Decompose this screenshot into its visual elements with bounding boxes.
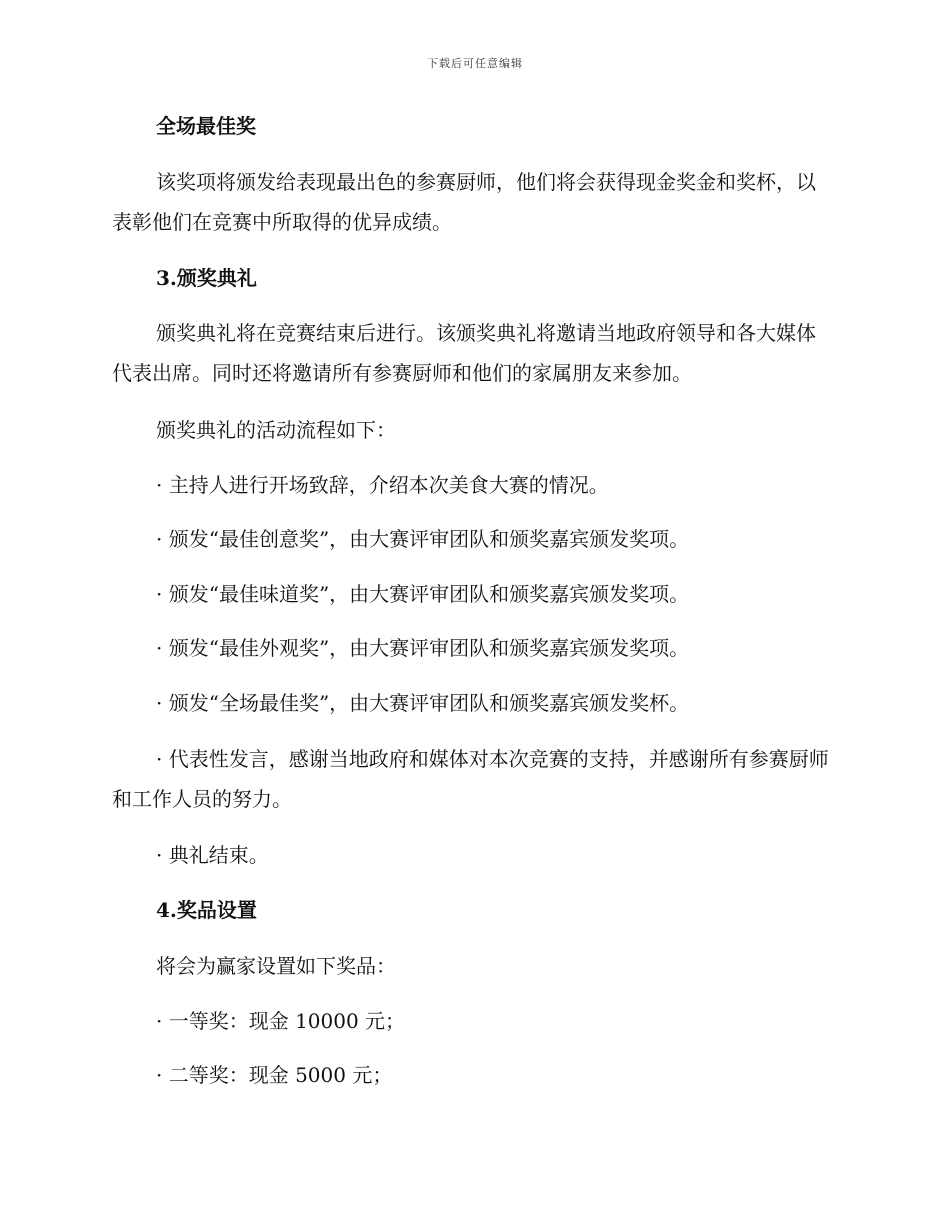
list-item-best-taste-award: · 颁发“最佳味道奖”，由大赛评审团队和颁奖嘉宾颁发奖项。 bbox=[156, 582, 690, 606]
list-item-second-prize: · 二等奖：现金 5000 元； bbox=[156, 1063, 393, 1087]
paragraph-ceremony-intro: 颁奖典礼将在竞赛结束后进行。该颁奖典礼将邀请当地政府领导和各大媒体代表出席。同时还将邀请所有参赛厨师和他们的家属朋友来参加。 bbox=[112, 321, 816, 385]
list-item-first-prize: · 一等奖：现金 10000 元； bbox=[156, 1009, 406, 1033]
list-item-representative-speech: · 代表性发言，感谢当地政府和媒体对本次竞赛的支持，并感谢所有参赛厨师和工作人员的努力。 bbox=[112, 747, 829, 811]
paragraph-best-overall-description: 该奖项将颁发给表现最出色的参赛厨师，他们将会获得现金奖金和奖杯，以表彰他们在竞赛中所取得的优异成绩。 bbox=[112, 170, 816, 234]
section-heading-best-overall: 全场最佳奖 bbox=[156, 114, 256, 138]
list-item-best-appearance-award: · 颁发“最佳外观奖”，由大赛评审团队和颁奖嘉宾颁发奖项。 bbox=[156, 636, 690, 660]
list-item-best-creative-award: · 颁发“最佳创意奖”，由大赛评审团队和颁奖嘉宾颁发奖项。 bbox=[156, 527, 690, 551]
page-header: 下载后可任意编辑 bbox=[427, 57, 523, 70]
paragraph-ceremony-flow-intro: 颁奖典礼的活动流程如下： bbox=[156, 418, 396, 442]
list-item-opening-speech: · 主持人进行开场致辞，介绍本次美食大赛的情况。 bbox=[156, 473, 609, 497]
section-heading-prizes: 4.奖品设置 bbox=[156, 898, 257, 922]
list-item-ceremony-end: · 典礼结束。 bbox=[156, 843, 269, 867]
list-item-best-overall-award: · 颁发“全场最佳奖”，由大赛评审团队和颁奖嘉宾颁发奖杯。 bbox=[156, 691, 690, 715]
section-heading-ceremony: 3.颁奖典礼 bbox=[156, 266, 257, 290]
paragraph-prizes-intro: 将会为赢家设置如下奖品： bbox=[156, 954, 396, 978]
